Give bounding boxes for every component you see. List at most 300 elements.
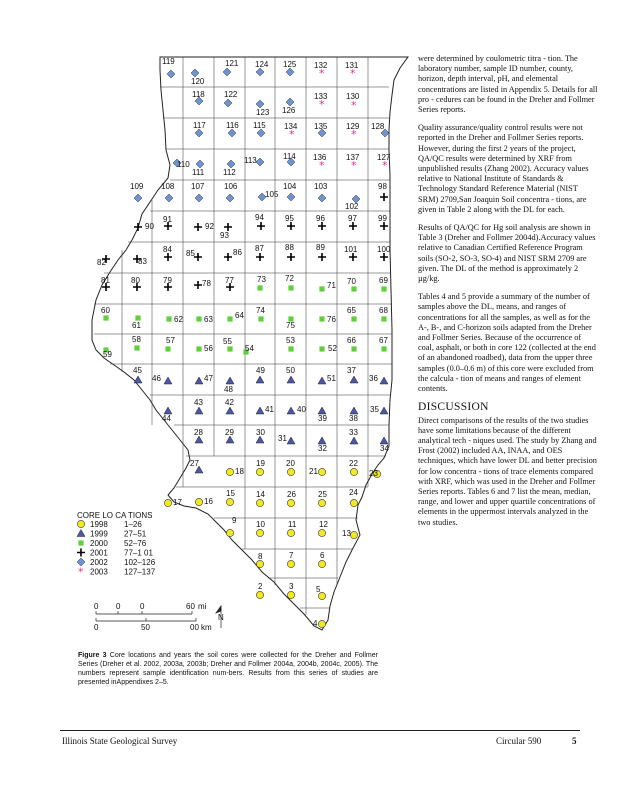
diamond-marker: [318, 194, 326, 202]
core-site-126: [282, 98, 296, 115]
core-site-label: 81: [101, 276, 110, 285]
core-site-5: [316, 585, 326, 600]
core-site-symbol: [319, 316, 324, 321]
core-site-46: [152, 374, 172, 384]
triangle-marker: [380, 437, 388, 444]
cross-marker: [194, 281, 202, 289]
triangle-marker: [287, 407, 295, 414]
core-site-64: [227, 311, 244, 322]
core-site-38: [349, 407, 358, 423]
core-site-symbol: [165, 346, 170, 351]
core-site-symbol: [227, 160, 235, 168]
core-site-86: [224, 248, 242, 261]
core-site-symbol: [380, 377, 388, 384]
core-site-label: 95: [285, 214, 294, 223]
core-site-symbol: [256, 499, 263, 506]
triangle-marker: [134, 376, 142, 383]
cross-marker: [224, 223, 232, 231]
core-site-label: 115: [253, 121, 266, 130]
core-site-label: 50: [286, 366, 295, 375]
core-site-label: 111: [192, 168, 205, 177]
core-site-symbol: [164, 407, 172, 414]
core-site-70: [347, 277, 357, 292]
core-site-symbol: [319, 286, 324, 291]
core-site-symbol: [318, 437, 326, 444]
core-site-label: 119: [162, 57, 175, 66]
core-site-3: [287, 582, 294, 599]
core-site-label: 4: [313, 619, 318, 628]
core-site-132: [314, 61, 328, 80]
core-site-68: [379, 306, 388, 322]
core-site-113: [244, 156, 264, 166]
core-site-99: [378, 214, 388, 230]
diamond-marker: [165, 194, 173, 202]
core-site-19: [256, 459, 265, 476]
core-site-24: [349, 488, 358, 507]
core-site-125: [283, 60, 297, 76]
core-site-63: [196, 315, 213, 324]
core-site-symbol: [256, 253, 264, 261]
core-site-label: 123: [256, 108, 270, 117]
core-site-label: 51: [327, 374, 336, 383]
circle-marker: [256, 560, 263, 567]
core-site-81: [101, 276, 110, 291]
legend-item-1998: [77, 520, 142, 529]
core-site-symbol: [288, 285, 293, 290]
core-site-129: [346, 122, 360, 141]
legend-symbol: [77, 530, 85, 537]
core-site-label: 22: [349, 459, 358, 468]
core-site-label: 131: [345, 61, 359, 70]
core-site-label: 31: [278, 434, 287, 443]
paragraph-2: Quality assurance/quality control results were not reported in the Dreher and Follmer Series reports. However, during the first 2 years of the project, QA/QC results were determined by XRF from unpublished results (Zhang 2002). Accuracy values relative to National Institute of Standards & Technology Standard Reference Material (NIST SRM) 2709,San Joaquin Soil concentra - tions, are given in Table 2 along with the DL for each.: [418, 123, 589, 214]
square-marker: [351, 346, 356, 351]
scale-km-tick-1: 50: [141, 623, 150, 632]
legend-range: 52–76: [124, 539, 147, 548]
core-site-14: [256, 490, 265, 507]
legend-item-2001: [77, 549, 153, 558]
core-site-label: 103: [314, 182, 328, 191]
core-site-21: [309, 467, 326, 476]
cross-marker: [349, 222, 357, 230]
core-site-symbol: [286, 98, 294, 106]
square-marker: [227, 316, 232, 321]
core-site-label: 21: [309, 467, 318, 476]
core-site-label: 85: [186, 249, 195, 258]
core-site-label: 98: [378, 182, 387, 191]
core-site-23: [369, 469, 381, 478]
paragraph-4: Tables 4 and 5 provide a summary of the number of samples above the DL, means, and ranges of concentrations for all the samples, as well as for the A-, B-, and C-horizon soils adapted from the Dreher and Follmer Series. Because of the occurrence of coal, asphalt, or both in core 122 (collected at the end of an abandoned roadbed), data from the upper three samples (0.0–0.6 m) of this core were excluded from the calcula - tion of means and ranges of element contents.: [418, 292, 596, 394]
core-site-80: [131, 276, 141, 291]
triangle-marker: [256, 407, 264, 414]
core-site-43: [194, 398, 203, 414]
core-site-label: 72: [285, 274, 294, 283]
core-site-label: 58: [132, 335, 141, 344]
core-site-symbol: [223, 68, 231, 76]
core-site-symbol: [167, 70, 175, 78]
core-site-label: 66: [347, 336, 356, 345]
core-site-symbol: [226, 529, 233, 536]
core-site-symbol: [286, 68, 294, 76]
core-site-label: 16: [204, 497, 213, 506]
asterisk-marker: *: [319, 98, 325, 111]
north-arrow-label: N: [218, 613, 224, 622]
core-site-label: 67: [379, 336, 388, 345]
core-site-label: 62: [174, 315, 183, 324]
legend-item-1999: [77, 530, 147, 539]
core-site-13: [342, 529, 358, 539]
core-site-137: [346, 153, 360, 172]
core-site-symbol: [256, 158, 264, 166]
diamond-marker: [226, 194, 234, 202]
circle-marker: [195, 498, 202, 505]
core-site-label: 18: [235, 467, 244, 476]
core-site-label: 135: [314, 122, 328, 131]
core-site-symbol: [258, 316, 263, 321]
core-site-label: 56: [204, 344, 213, 353]
core-site-66: [347, 336, 357, 352]
core-site-110: [173, 159, 190, 169]
triangle-marker: [318, 437, 326, 444]
cross-marker: [257, 222, 265, 230]
diamond-marker: [224, 99, 232, 107]
core-site-131: [345, 61, 359, 80]
core-site-label: 3: [289, 582, 294, 591]
core-site-112: [223, 160, 236, 177]
core-site-symbol: [103, 315, 108, 320]
core-site-label: 60: [101, 306, 110, 315]
core-site-label: 117: [193, 121, 206, 130]
core-site-71: [319, 281, 336, 292]
core-site-symbol: [288, 346, 293, 351]
core-site-label: 77: [225, 276, 234, 285]
core-site-104: [283, 182, 297, 201]
core-site-label: 108: [161, 182, 175, 191]
core-site-label: 105: [265, 190, 279, 199]
core-site-108: [161, 182, 175, 202]
core-site-label: 14: [256, 490, 265, 499]
core-site-symbol: [226, 436, 234, 443]
triangle-marker: [380, 377, 388, 384]
scale-mi-tick-2: 0: [140, 602, 145, 611]
core-site-symbol: [350, 468, 357, 475]
core-site-symbol: [318, 407, 326, 414]
core-site-72: [285, 274, 294, 291]
core-site-106: [224, 182, 238, 202]
square-marker: [319, 316, 324, 321]
square-marker: [257, 285, 262, 290]
core-site-label: 104: [283, 182, 297, 191]
core-site-12: [318, 520, 328, 537]
circle-marker: [77, 520, 84, 527]
core-site-33: [349, 428, 358, 444]
diamond-marker: [134, 194, 142, 202]
legend-item-2000: [78, 539, 146, 548]
square-marker: [288, 346, 293, 351]
core-site-label: 11: [288, 520, 297, 529]
core-site-51: [318, 374, 336, 384]
core-site-11: [287, 520, 296, 537]
core-site-label: 121: [225, 59, 239, 68]
core-site-label: 137: [346, 153, 360, 162]
paragraph-5: Direct comparisons of the results of the two studies have some limitations because of the different analytical tech - niques used. The study by Zhang and Frost (2002) included AA, INAA, and OES techniques, which have lower DL and better precision for low concentra - tions of trace elements compared with XRF, which was used in the Dreher and Follmer Series reports. Tables 6 and 7 list the mean, median, range, and lower and upper quartile concentrations of elements in the uppermost intervals analyzed in the two studies.: [418, 415, 597, 527]
core-site-label: 47: [204, 374, 213, 383]
core-site-130: [346, 92, 360, 112]
core-site-label: 83: [138, 257, 147, 266]
square-marker: [381, 346, 386, 351]
core-site-symbol: [287, 376, 295, 383]
core-site-label: 88: [285, 243, 294, 252]
core-site-label: 40: [297, 405, 306, 414]
circle-marker: [350, 499, 357, 506]
core-site-label: 114: [283, 152, 296, 161]
core-site-89: [316, 243, 326, 261]
core-site-label: 109: [130, 182, 144, 191]
core-site-symbol: [227, 316, 232, 321]
core-site-label: 41: [265, 405, 274, 414]
core-site-label: 46: [152, 374, 161, 383]
core-site-symbol: [165, 194, 173, 202]
core-site-label: 27: [190, 459, 199, 468]
core-site-label: 34: [380, 444, 389, 453]
core-site-59: [103, 347, 112, 359]
square-marker: [258, 316, 263, 321]
cross-marker: [256, 253, 264, 261]
core-site-label: 78: [202, 279, 211, 288]
core-site-label: 55: [223, 337, 232, 346]
core-site-133: [314, 92, 328, 111]
core-site-symbol: [257, 129, 265, 137]
square-marker: [166, 316, 171, 321]
core-site-symbol: [135, 315, 140, 320]
core-site-102: [345, 195, 360, 211]
core-site-label: 54: [245, 344, 254, 353]
core-site-symbol: [257, 222, 265, 230]
footer-rule: [60, 730, 580, 731]
square-marker: [165, 346, 170, 351]
core-site-116: [226, 121, 239, 137]
core-site-67: [379, 336, 388, 352]
core-site-84: [163, 245, 172, 261]
core-site-symbol: [256, 407, 264, 414]
cross-marker: [318, 253, 326, 261]
core-site-symbol: [318, 529, 325, 536]
circle-marker: [318, 529, 325, 536]
core-site-label: 29: [225, 428, 234, 437]
core-site-label: 32: [318, 444, 327, 453]
circle-marker: [350, 531, 357, 538]
triangle-marker: [287, 376, 295, 383]
core-site-label: 124: [255, 60, 269, 69]
cross-marker: [380, 193, 388, 201]
scale-km-unit: km: [201, 623, 212, 632]
triangle-marker: [318, 377, 326, 384]
core-site-symbol: [256, 436, 264, 443]
core-site-symbol: [226, 407, 234, 414]
core-site-label: 39: [318, 414, 327, 423]
core-site-symbol: [350, 437, 358, 444]
circle-marker: [226, 529, 233, 536]
core-site-symbol: [349, 253, 357, 261]
core-site-symbol: [226, 468, 233, 475]
core-site-symbol: [351, 316, 356, 321]
square-marker: [196, 316, 201, 321]
core-site-symbol: [256, 376, 264, 383]
core-site-label: 94: [255, 213, 264, 222]
core-site-label: 74: [256, 306, 265, 315]
core-site-symbol: [287, 591, 294, 598]
core-site-107: [191, 182, 205, 202]
core-site-symbol: [195, 498, 202, 505]
core-site-label: 23: [369, 469, 378, 478]
circle-marker: [164, 499, 171, 506]
core-site-115: [253, 121, 266, 137]
core-site-134: [284, 122, 298, 141]
legend-symbol: [78, 566, 84, 579]
circle-marker: [256, 499, 263, 506]
scale-mi-tick-1: 0: [116, 602, 121, 611]
core-site-label: 120: [191, 77, 205, 86]
square-marker: [319, 346, 324, 351]
core-site-40: [287, 405, 306, 414]
core-site-label: 122: [224, 90, 238, 99]
square-marker: [227, 346, 232, 351]
core-site-label: 70: [347, 277, 356, 286]
core-site-label: 89: [316, 243, 325, 252]
core-site-symbol: [196, 160, 204, 168]
triangle-marker: [195, 436, 203, 443]
core-site-label: 73: [257, 275, 266, 284]
core-site-symbol: [380, 407, 388, 414]
core-site-symbol: [164, 253, 172, 261]
core-site-87: [255, 244, 264, 261]
core-site-symbol: [350, 407, 358, 414]
core-site-symbol: [287, 437, 295, 444]
core-site-label: 24: [349, 488, 358, 497]
core-site-symbol: [191, 69, 199, 77]
circle-marker: [287, 468, 294, 475]
circle-marker: [256, 591, 263, 598]
core-site-88: [285, 243, 295, 261]
core-site-symbol: [226, 194, 234, 202]
core-site-symbol: [256, 468, 263, 475]
core-site-label: 33: [349, 428, 358, 437]
core-site-label: 12: [319, 520, 328, 529]
legend-title: CORE LO CA TIONS: [77, 511, 153, 520]
core-site-label: 17: [173, 498, 182, 507]
paragraph-3: Results of QA/QC for Hg soil analysis are shown in Table 3 (Dreher and Follmer 2004d).Accuracy values relative to Canadian Certified Reference Program soils (SO-2, SO-3, SO-4) and NIST SRM 2709 are given. The DL of the method is approximately 2 µg/kg.: [418, 223, 596, 284]
core-site-83: [133, 255, 147, 266]
triangle-marker: [164, 377, 172, 384]
core-site-label: 87: [255, 244, 264, 253]
core-site-label: 84: [163, 245, 172, 254]
core-site-98: [378, 182, 388, 201]
core-site-label: 92: [205, 222, 214, 231]
core-site-7: [287, 551, 294, 568]
core-site-121: [223, 59, 239, 76]
triangle-marker: [287, 437, 295, 444]
core-site-100: [377, 245, 391, 261]
diamond-marker: [256, 100, 264, 108]
circle-marker: [256, 468, 263, 475]
cross-marker: [77, 549, 85, 557]
core-site-label: 126: [282, 106, 296, 115]
circle-marker: [318, 499, 325, 506]
core-site-label: 38: [349, 414, 358, 423]
core-site-label: 93: [220, 231, 229, 240]
triangle-marker: [256, 436, 264, 443]
footer-series: Circular 590: [496, 736, 542, 746]
diamond-marker: [257, 129, 265, 137]
core-site-120: [191, 69, 205, 86]
asterisk-marker: *: [289, 128, 295, 141]
core-site-symbol: [381, 346, 386, 351]
circle-marker: [318, 468, 325, 475]
square-marker: [319, 286, 324, 291]
core-site-label: 36: [369, 374, 378, 383]
core-site-105: [258, 190, 279, 201]
core-site-label: 129: [346, 122, 360, 131]
core-site-label: 10: [256, 520, 265, 529]
core-site-34: [380, 437, 389, 453]
core-site-label: 37: [347, 366, 356, 375]
cross-marker: [318, 222, 326, 230]
core-site-135: [314, 122, 328, 137]
core-site-symbol: [380, 222, 388, 230]
core-site-label: 57: [166, 336, 175, 345]
core-site-label: 26: [287, 490, 296, 499]
core-site-label: 100: [377, 245, 391, 254]
core-site-103: [314, 182, 328, 202]
core-site-label: 133: [314, 92, 328, 101]
core-site-symbol: [134, 194, 142, 202]
core-site-symbol: [287, 560, 294, 567]
core-site-label: 63: [204, 315, 213, 324]
triangle-marker: [256, 376, 264, 383]
core-site-47: [195, 374, 213, 384]
triangle-marker: [195, 377, 203, 384]
legend-year: 2000: [90, 539, 108, 548]
legend-symbol: [77, 549, 85, 557]
core-site-111: [192, 160, 205, 177]
triangle-marker: [195, 407, 203, 414]
core-site-30: [256, 428, 265, 443]
core-site-symbol: [381, 286, 386, 291]
core-site-label: 91: [163, 215, 172, 224]
core-site-symbol: [380, 253, 388, 261]
core-site-77: [225, 276, 234, 291]
core-site-label: 59: [103, 350, 112, 359]
core-site-118: [192, 90, 205, 105]
core-site-symbol: [318, 194, 326, 202]
asterisk-marker: *: [351, 159, 357, 172]
core-site-58: [132, 335, 141, 351]
text-column: [418, 54, 598, 536]
scale-mi-tick-3: 60: [186, 602, 195, 611]
core-site-78: [194, 279, 211, 289]
core-site-label: 80: [131, 276, 140, 285]
asterisk-marker: *: [350, 67, 356, 80]
core-site-label: 132: [314, 61, 328, 70]
triangle-marker: [226, 436, 234, 443]
core-site-93: [220, 223, 232, 240]
core-site-label: 49: [256, 366, 265, 375]
diamond-marker: [228, 129, 236, 137]
core-site-symbol: [349, 222, 357, 230]
core-site-127: [377, 153, 391, 172]
core-site-label: 102: [345, 202, 359, 211]
triangle-marker: [77, 530, 85, 537]
